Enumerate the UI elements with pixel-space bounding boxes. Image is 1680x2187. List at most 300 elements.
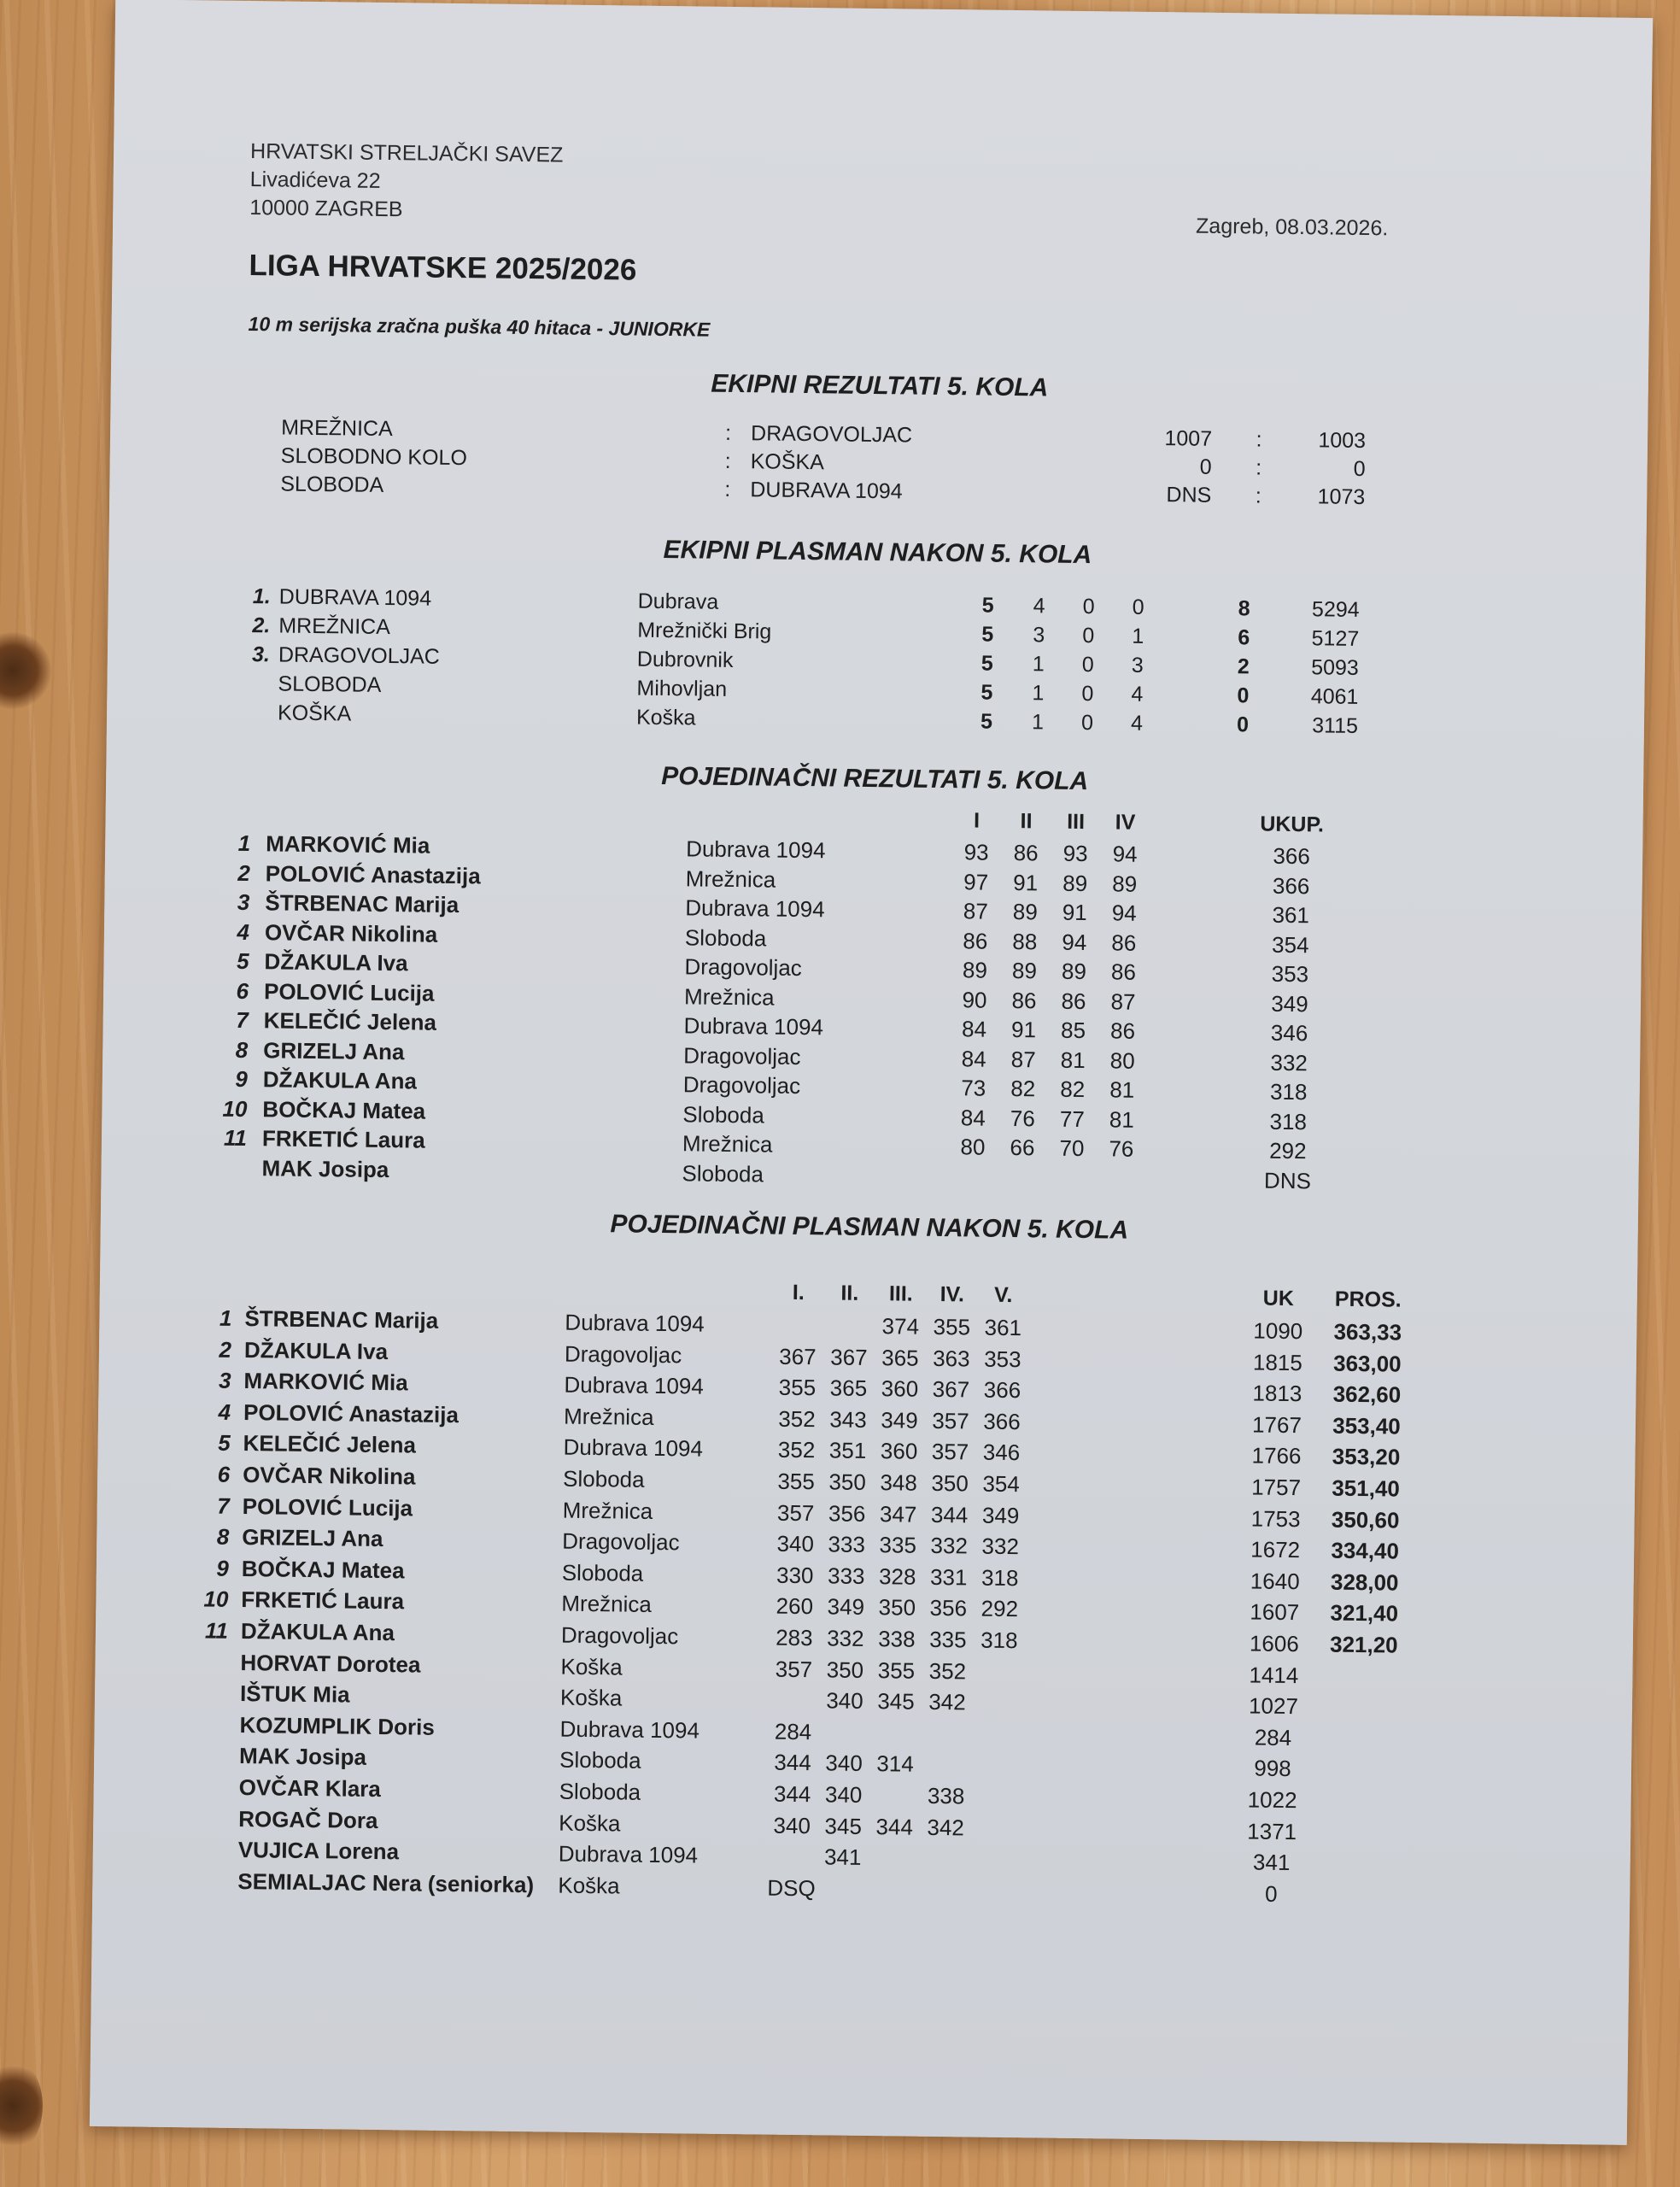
round-5: 353 xyxy=(984,1346,1021,1372)
standing-rank: 11 xyxy=(204,1617,229,1644)
result-rank: 8 xyxy=(235,1036,249,1063)
standing-rank xyxy=(189,1677,227,1678)
shooter-club: Mrežnica xyxy=(561,1591,653,1618)
separator: : xyxy=(724,420,732,445)
shooter-name: IŠTUK Mia xyxy=(239,1680,350,1708)
shooter-club: Koška xyxy=(559,1809,621,1837)
org-city: 10000 ZAGREB xyxy=(249,196,403,222)
matches-lost: 1 xyxy=(1132,624,1144,648)
series-2: 89 xyxy=(1012,899,1038,925)
round-2: 350 xyxy=(826,1656,864,1683)
series-3: 81 xyxy=(1060,1047,1086,1073)
team-name: DUBRAVA 1094 xyxy=(278,584,432,611)
matches-lost: 4 xyxy=(1131,682,1144,707)
shooter-name: KELEČIĆ Jelena xyxy=(243,1430,417,1458)
shooter-name: MARKOVIĆ Mia xyxy=(243,1368,408,1396)
round-1: 352 xyxy=(777,1437,816,1463)
matches-played: 5 xyxy=(980,680,993,705)
standing-average: 353,40 xyxy=(1332,1412,1401,1439)
round-1: 330 xyxy=(776,1562,814,1589)
series-2: 86 xyxy=(1013,840,1039,866)
round-3: 355 xyxy=(877,1656,916,1684)
team-total: 5093 xyxy=(1311,655,1359,680)
away-team: DRAGOVOLJAC xyxy=(750,421,913,448)
standing-rank xyxy=(187,1833,225,1834)
series-4: 94 xyxy=(1112,841,1138,867)
shooter-name: KOZUMPLIK Doris xyxy=(239,1711,436,1740)
round-4: 350 xyxy=(931,1469,969,1497)
standing-rank: 2 xyxy=(219,1336,232,1363)
result-rank: 7 xyxy=(236,1006,249,1034)
team-total: 3115 xyxy=(1312,713,1359,738)
round-5 xyxy=(974,1781,1021,1782)
round-2: 365 xyxy=(829,1375,868,1402)
standing-total: 284 xyxy=(1254,1724,1292,1750)
team-total: 5127 xyxy=(1311,626,1360,651)
shooter-club: Sloboda xyxy=(682,1100,764,1128)
series-3: 86 xyxy=(1061,988,1086,1014)
standing-total: 1815 xyxy=(1252,1349,1302,1375)
round-5 xyxy=(973,1874,1021,1875)
series-4: 80 xyxy=(1109,1047,1135,1074)
round-3 xyxy=(870,1873,918,1874)
shooter-name: GRIZELJ Ana xyxy=(263,1036,405,1064)
round-5: 361 xyxy=(984,1314,1022,1341)
round-3: 360 xyxy=(881,1375,919,1402)
team-place: Dubrava xyxy=(637,589,719,614)
round-1: 357 xyxy=(776,1499,815,1526)
shooter-name: BOČKAJ Matea xyxy=(241,1555,405,1584)
round-4: 331 xyxy=(929,1563,968,1591)
round-1: 357 xyxy=(775,1656,813,1682)
standing-rank xyxy=(188,1771,226,1772)
result-rank: 10 xyxy=(222,1095,248,1122)
score-separator: : xyxy=(1255,484,1261,508)
document-date: Zagreb, 08.03.2026. xyxy=(1195,214,1389,241)
standing-rank: 1. xyxy=(252,584,271,609)
shooter-name: MAK Josipa xyxy=(261,1154,389,1182)
standing-average: 351,40 xyxy=(1332,1475,1401,1502)
matches-won: 1 xyxy=(1032,652,1045,677)
round-4: 357 xyxy=(932,1407,969,1434)
series-1: 90 xyxy=(962,986,987,1013)
team-points: 8 xyxy=(1238,596,1250,621)
standing-average: 363,33 xyxy=(1333,1318,1402,1346)
team-results-title: EKIPNI REZULTATI 5. KOLA xyxy=(711,369,1049,402)
matches-won: 1 xyxy=(1032,681,1045,706)
results-sheet xyxy=(90,0,1653,2145)
standing-total: 1753 xyxy=(1250,1505,1301,1532)
round-2: 349 xyxy=(827,1593,865,1621)
matches-drawn: 0 xyxy=(1081,652,1094,677)
round-5: 349 xyxy=(981,1502,1020,1528)
series-2: 91 xyxy=(1010,1017,1037,1043)
standing-total: 1414 xyxy=(1249,1662,1299,1688)
series-2: 66 xyxy=(1010,1134,1035,1161)
round-3: 349 xyxy=(881,1406,918,1434)
shooter-name: FRKETIĆ Laura xyxy=(241,1586,405,1615)
result-rank: 6 xyxy=(236,977,249,1004)
round-3: 328 xyxy=(878,1563,916,1590)
team-place: Mrežnički Brig xyxy=(637,618,772,644)
page-subtitle: 10 m serijska zračna puška 40 hitaca - JUNIORKE xyxy=(248,313,711,341)
series-4: 89 xyxy=(1112,870,1138,897)
shooter-club: Koška xyxy=(560,1653,623,1680)
series-1: 84 xyxy=(961,1016,987,1042)
round-2: 351 xyxy=(828,1437,867,1464)
round-2: 332 xyxy=(827,1625,864,1651)
shooter-club: Dubrava 1094 xyxy=(685,894,825,923)
shooter-name: POLOVIĆ Lucija xyxy=(263,977,435,1006)
round-2: 343 xyxy=(829,1406,867,1433)
shooter-club: Sloboda xyxy=(682,1159,764,1187)
round-4: 332 xyxy=(930,1533,969,1559)
shooter-name: OVČAR Nikolina xyxy=(243,1462,416,1490)
matches-won: 1 xyxy=(1031,710,1045,735)
team-total: 4061 xyxy=(1310,684,1359,709)
result-total: 353 xyxy=(1271,960,1309,988)
shooter-club: Dragovoljac xyxy=(564,1340,682,1368)
series-4: 76 xyxy=(1109,1135,1134,1162)
team-place: Koška xyxy=(635,705,696,730)
shooter-club: Sloboda xyxy=(561,1559,644,1586)
round-3: 314 xyxy=(876,1750,914,1778)
round-3: 350 xyxy=(878,1594,916,1621)
result-total: 354 xyxy=(1271,931,1309,958)
matches-drawn: 0 xyxy=(1080,710,1094,736)
standing-total: 1767 xyxy=(1251,1411,1302,1438)
shooter-club: Dubrava 1094 xyxy=(565,1309,705,1337)
standing-total: 0 xyxy=(1264,1880,1278,1907)
series-3: 89 xyxy=(1062,870,1088,896)
shooter-name: GRIZELJ Ana xyxy=(242,1524,383,1552)
series-1: 87 xyxy=(963,898,988,924)
home-team: MREŽNICA xyxy=(280,415,393,442)
series-4: 81 xyxy=(1109,1105,1134,1133)
col-total: UK xyxy=(1262,1286,1295,1311)
shooter-name: HORVAT Dorotea xyxy=(240,1649,421,1678)
away-team: KOŠKA xyxy=(750,449,825,475)
series-4: 86 xyxy=(1111,929,1137,956)
team-points: 0 xyxy=(1237,683,1250,708)
standing-average: 363,00 xyxy=(1332,1350,1402,1377)
team-name: SLOBODA xyxy=(278,671,382,697)
result-rank: 11 xyxy=(223,1124,248,1152)
col-average: PROS. xyxy=(1334,1287,1402,1312)
round-4 xyxy=(922,1874,969,1875)
result-rank: 1 xyxy=(237,830,251,857)
result-total: 292 xyxy=(1269,1137,1307,1164)
team-name: KOŠKA xyxy=(277,701,352,726)
matches-lost: 4 xyxy=(1130,711,1144,736)
result-total: DNS xyxy=(1263,1167,1312,1193)
col-total: UKUP. xyxy=(1260,812,1325,837)
standing-average xyxy=(1316,1722,1410,1723)
standing-rank: 3. xyxy=(251,642,271,667)
shooter-club: Sloboda xyxy=(562,1465,645,1492)
shooter-name: DŽAKULA Iva xyxy=(264,948,408,976)
shooter-club: Dubrava 1094 xyxy=(558,1840,699,1868)
shooter-club: Dubrava 1094 xyxy=(564,1371,705,1399)
round-3: 360 xyxy=(880,1438,918,1465)
individual-results-title: POJEDINAČNI REZULTATI 5. KOLA xyxy=(660,761,1089,796)
col-round-4: IV. xyxy=(940,1282,965,1307)
result-total: 318 xyxy=(1269,1108,1308,1135)
standing-rank: 7 xyxy=(217,1492,230,1519)
separator: : xyxy=(724,477,731,501)
shooter-club: Sloboda xyxy=(684,923,767,951)
matches-drawn: 0 xyxy=(1082,594,1095,619)
matches-drawn: 0 xyxy=(1082,623,1095,648)
series-3: 77 xyxy=(1059,1105,1085,1132)
home-team: SLOBODA xyxy=(280,472,384,497)
score-separator: : xyxy=(1256,455,1262,480)
round-4 xyxy=(922,1843,969,1844)
team-place: Mihovljan xyxy=(636,676,728,701)
matches-played: 5 xyxy=(981,622,994,647)
matches-won: 3 xyxy=(1033,623,1045,648)
wood-knot xyxy=(0,2059,43,2153)
standing-average: 321,40 xyxy=(1330,1600,1399,1627)
result-rank: 2 xyxy=(237,859,250,886)
result-total: 366 xyxy=(1272,872,1310,899)
shooter-name: BOČKAJ Matea xyxy=(262,1095,426,1124)
round-4: 363 xyxy=(933,1345,970,1372)
away-score: 1073 xyxy=(1317,484,1366,510)
series-2: 82 xyxy=(1010,1075,1036,1102)
team-points: 6 xyxy=(1238,625,1250,650)
series-1: 97 xyxy=(963,868,989,895)
round-2: 345 xyxy=(824,1812,863,1839)
standing-rank: 10 xyxy=(203,1586,229,1613)
away-score: 0 xyxy=(1353,456,1366,482)
standing-total: 341 xyxy=(1252,1849,1291,1876)
round-1 xyxy=(770,1685,817,1686)
standing-total: 1371 xyxy=(1247,1818,1297,1844)
shooter-name: DŽAKULA Ana xyxy=(240,1618,395,1646)
standing-total: 1757 xyxy=(1250,1474,1302,1501)
round-3 xyxy=(870,1842,918,1843)
team-standings-title: EKIPNI PLASMAN NAKON 5. KOLA xyxy=(663,535,1092,570)
shooter-club: Dubrava 1094 xyxy=(559,1715,700,1744)
col-round-3: III. xyxy=(888,1281,913,1306)
round-3: 344 xyxy=(875,1813,914,1840)
col-series-4: IV xyxy=(1115,810,1136,835)
round-2: 340 xyxy=(824,1781,863,1808)
col-round-1: I. xyxy=(792,1280,805,1305)
round-4: 352 xyxy=(928,1657,967,1685)
shooter-name: DŽAKULA Iva xyxy=(243,1336,389,1364)
shooter-club: Sloboda xyxy=(559,1778,641,1805)
team-points: 2 xyxy=(1237,654,1250,679)
round-2: 350 xyxy=(828,1469,867,1495)
round-4: 335 xyxy=(929,1626,967,1653)
col-series-3: III xyxy=(1067,809,1086,835)
matches-won: 4 xyxy=(1033,594,1045,619)
round-2: 340 xyxy=(826,1687,863,1715)
round-5 xyxy=(975,1718,1022,1719)
round-1: 340 xyxy=(776,1530,815,1557)
round-5 xyxy=(975,1687,1022,1688)
shooter-name: FRKETIĆ Laura xyxy=(261,1125,425,1153)
result-total: 361 xyxy=(1272,901,1310,929)
series-3: 94 xyxy=(1062,929,1087,955)
standing-total: 1607 xyxy=(1250,1598,1300,1626)
series-4: 87 xyxy=(1110,988,1136,1015)
shooter-club: Dubrava 1094 xyxy=(685,836,826,864)
standing-total: 998 xyxy=(1254,1755,1291,1782)
round-3: 374 xyxy=(881,1313,920,1340)
org-address: Livadićeva 22 xyxy=(249,167,381,193)
shooter-club: Dragovoljac xyxy=(684,953,802,981)
series-1: 86 xyxy=(963,927,988,954)
team-place: Dubrovnik xyxy=(636,647,734,672)
round-2: 367 xyxy=(830,1344,868,1370)
standing-rank xyxy=(187,1865,225,1866)
result-total: 332 xyxy=(1270,1049,1308,1076)
round-1: 340 xyxy=(773,1812,811,1838)
matches-drawn: 0 xyxy=(1081,681,1094,707)
shooter-name: ŠTRBENAC Marija xyxy=(265,889,460,918)
shooter-club: Dragovoljac xyxy=(682,1071,801,1099)
round-5: 332 xyxy=(981,1533,1020,1560)
series-3: 89 xyxy=(1061,958,1087,985)
round-1: 284 xyxy=(774,1718,812,1745)
series-1: 84 xyxy=(961,1045,986,1072)
result-rank: 4 xyxy=(237,918,250,945)
shooter-club: Dragovoljac xyxy=(683,1041,801,1070)
series-4: 81 xyxy=(1109,1076,1135,1103)
round-1: 355 xyxy=(778,1374,817,1401)
round-1: 355 xyxy=(777,1468,816,1495)
standing-rank: 6 xyxy=(217,1461,231,1487)
shooter-name: SEMIALJAC Nera (seniorka) xyxy=(237,1867,535,1898)
shooter-club: Mrežnica xyxy=(563,1403,654,1430)
away-score: 1003 xyxy=(1318,428,1367,454)
result-rank: 5 xyxy=(236,947,249,975)
round-5: 318 xyxy=(980,1627,1018,1654)
standing-rank: 1 xyxy=(219,1305,232,1331)
series-1: 84 xyxy=(960,1104,986,1131)
team-points: 0 xyxy=(1236,712,1250,737)
series-1: 80 xyxy=(960,1134,986,1160)
shooter-club: Mrežnica xyxy=(683,982,775,1011)
series-1: 73 xyxy=(961,1075,986,1101)
shooter-club: Mrežnica xyxy=(682,1130,773,1158)
round-5: 366 xyxy=(983,1376,1021,1404)
series-3: 93 xyxy=(1062,840,1088,867)
col-series-1: I xyxy=(973,808,980,833)
shooter-name: MAK Josipa xyxy=(238,1743,367,1771)
round-5: 354 xyxy=(982,1470,1020,1498)
home-score: 1007 xyxy=(1164,426,1213,451)
series-2: 91 xyxy=(1013,869,1039,895)
round-4: 356 xyxy=(929,1595,968,1621)
series-1: 93 xyxy=(963,839,989,865)
matches-lost: 0 xyxy=(1132,595,1144,619)
round-4: 338 xyxy=(927,1782,965,1809)
round-3: 348 xyxy=(880,1469,918,1496)
round-5: 346 xyxy=(982,1439,1021,1466)
standing-total: 1766 xyxy=(1251,1442,1302,1469)
standing-average: 362,60 xyxy=(1332,1381,1402,1408)
standing-rank: 5 xyxy=(217,1430,231,1457)
series-3: 82 xyxy=(1060,1076,1086,1103)
standing-average: 334,40 xyxy=(1331,1537,1400,1564)
shooter-name: DŽAKULA Ana xyxy=(262,1066,418,1094)
round-4: 342 xyxy=(928,1689,966,1715)
separator: : xyxy=(724,449,731,473)
matches-played: 5 xyxy=(980,709,993,734)
round-4: 357 xyxy=(931,1439,969,1465)
individual-standings-title: POJEDINAČNI PLASMAN NAKON 5. KOLA xyxy=(610,1210,1129,1245)
series-2: 88 xyxy=(1012,928,1038,954)
col-round-2: II. xyxy=(840,1281,859,1305)
standing-rank: 2. xyxy=(252,613,271,638)
standing-rank xyxy=(190,1646,228,1647)
standing-average xyxy=(1314,1848,1408,1849)
shooter-club: Dubrava 1094 xyxy=(563,1434,704,1463)
standing-rank: 8 xyxy=(216,1523,230,1551)
round-5: 292 xyxy=(980,1596,1019,1622)
shooter-name: MARKOVIĆ Mia xyxy=(266,830,430,859)
result-total: 346 xyxy=(1270,1019,1308,1047)
matches-played: 5 xyxy=(980,651,993,676)
series-2: 86 xyxy=(1011,987,1037,1013)
series-2: 89 xyxy=(1011,958,1038,984)
shooter-name: POLOVIĆ Anastazija xyxy=(265,859,481,888)
shooter-name: VUJICA Lorena xyxy=(237,1837,400,1865)
shooter-club: Koška xyxy=(559,1684,623,1711)
standing-average: 328,00 xyxy=(1330,1568,1399,1596)
shooter-name: POLOVIĆ Anastazija xyxy=(243,1398,460,1428)
round-3: 335 xyxy=(879,1532,917,1558)
shooter-name: POLOVIĆ Lucija xyxy=(242,1492,413,1522)
shooter-club: Dragovoljac xyxy=(562,1527,680,1556)
away-team: DUBRAVA 1094 xyxy=(750,478,903,504)
round-4: 367 xyxy=(932,1376,970,1403)
result-rank: 9 xyxy=(235,1065,249,1093)
shooter-name: KELEČIĆ Jelena xyxy=(263,1007,437,1035)
shooter-club: Mrežnica xyxy=(685,865,776,893)
standing-average xyxy=(1315,1754,1409,1755)
round-1: DSQ xyxy=(767,1874,816,1902)
home-score: 0 xyxy=(1199,454,1212,479)
round-2: 333 xyxy=(828,1531,866,1558)
result-total: 349 xyxy=(1271,990,1308,1017)
round-3: 347 xyxy=(879,1500,917,1527)
standing-rank: 9 xyxy=(216,1555,230,1581)
round-5: 366 xyxy=(983,1408,1021,1434)
org-name: HRVATSKI STRELJAČKI SAVEZ xyxy=(249,139,564,167)
standing-total: 1027 xyxy=(1248,1692,1299,1720)
shooter-club: Mrežnica xyxy=(562,1497,653,1524)
matches-lost: 3 xyxy=(1131,653,1144,677)
round-4: 355 xyxy=(933,1313,971,1340)
shooter-club: Sloboda xyxy=(559,1746,641,1774)
round-3 xyxy=(872,1717,920,1718)
round-2: 356 xyxy=(828,1500,866,1527)
round-2: 340 xyxy=(825,1750,863,1777)
shooter-club: Dragovoljac xyxy=(560,1621,679,1650)
page-title: LIGA HRVATSKE 2025/2026 xyxy=(249,249,637,287)
series-4: 86 xyxy=(1110,959,1137,985)
team-name: MREŽNICA xyxy=(278,613,391,640)
shooter-name: OVČAR Nikolina xyxy=(264,918,438,947)
home-score: DNS xyxy=(1166,483,1212,507)
standing-total: 1640 xyxy=(1250,1568,1300,1594)
shooter-name: ŠTRBENAC Marija xyxy=(244,1305,439,1334)
